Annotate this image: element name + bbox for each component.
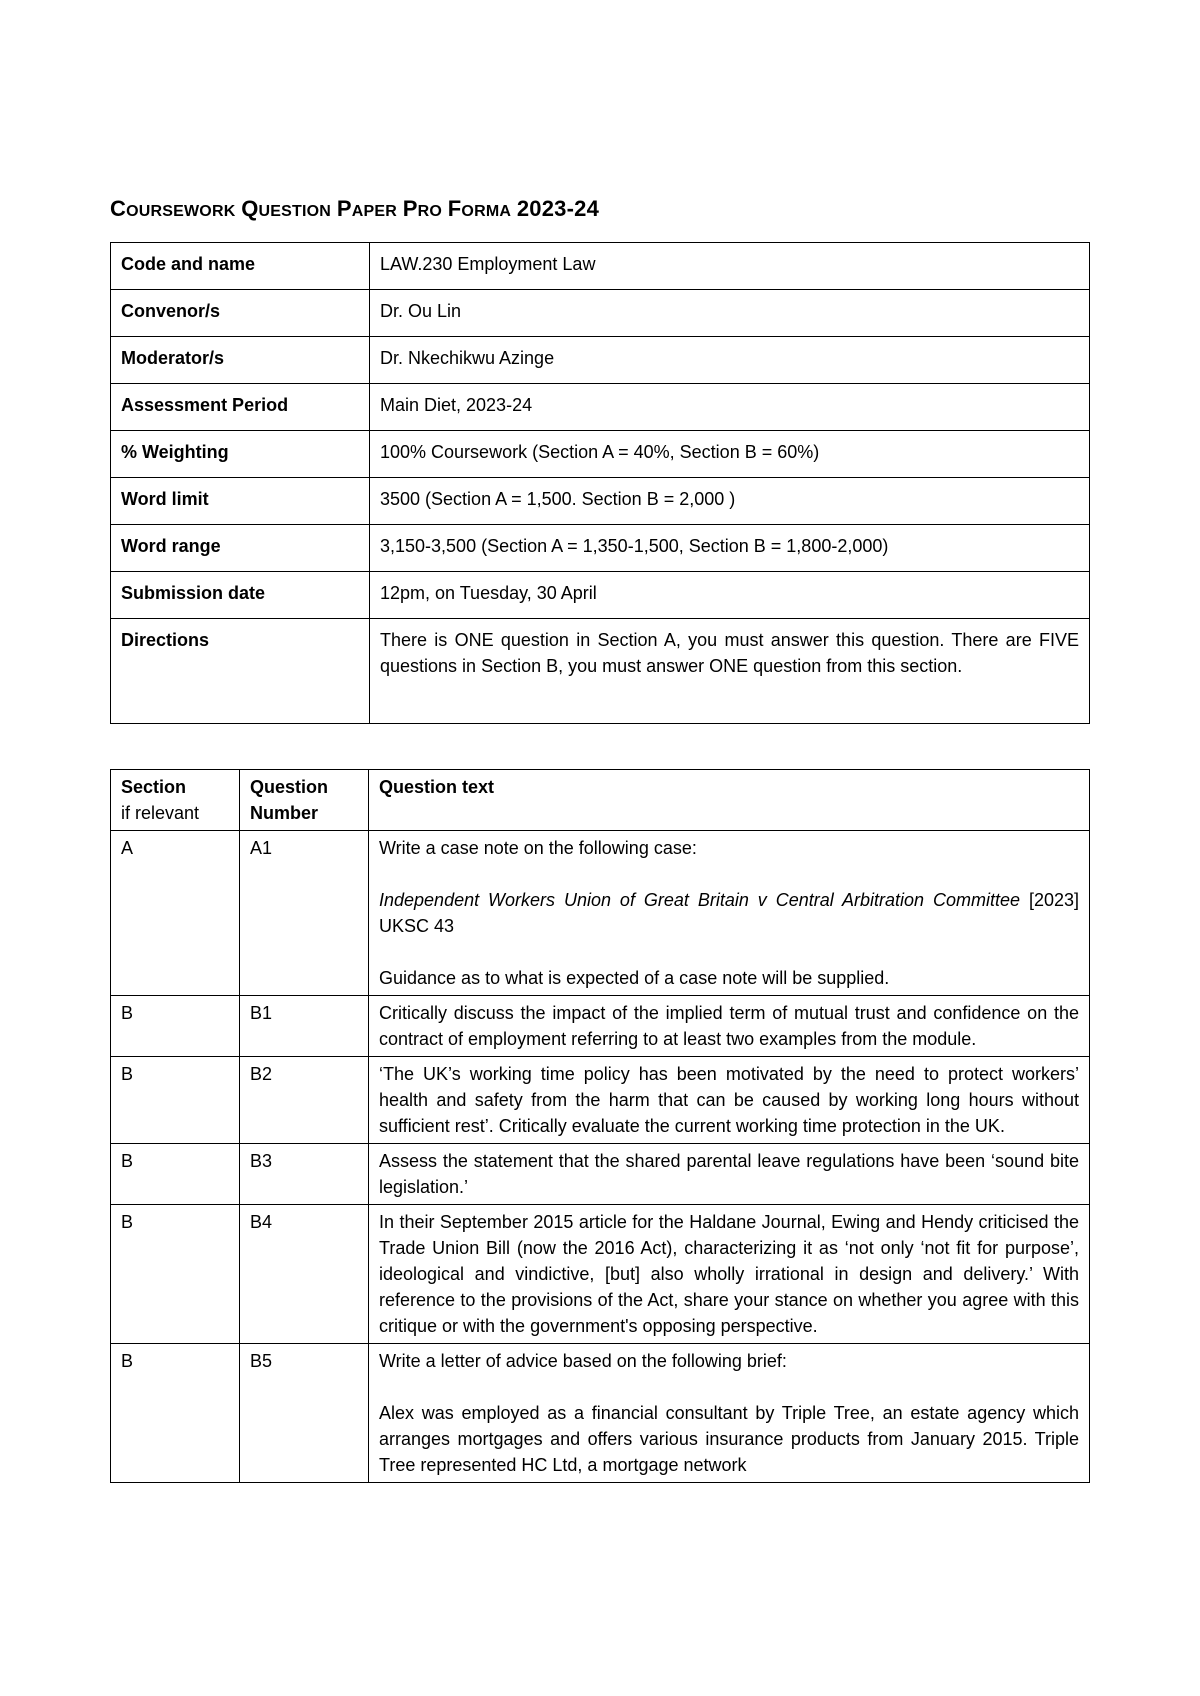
info-label: Moderator/s bbox=[111, 337, 370, 384]
info-label: Convenor/s bbox=[111, 290, 370, 337]
question-section: B bbox=[111, 996, 240, 1057]
info-value: Main Diet, 2023-24 bbox=[370, 384, 1090, 431]
info-row-convenor bbox=[111, 290, 1090, 337]
module-info-table bbox=[110, 242, 1090, 724]
info-label: Assessment Period bbox=[111, 384, 370, 431]
question-section: B bbox=[111, 1057, 240, 1144]
page-title: COURSEWORK QUESTION PAPER PRO FORMA 2023-24 bbox=[110, 196, 600, 221]
question-text: Critically discuss the impact of the implied term of mutual trust and confidence on the contract of employment referring to at least two examples from the module. bbox=[369, 996, 1090, 1057]
info-row-weighting bbox=[111, 431, 1090, 478]
header-question-text: Question text bbox=[369, 770, 1090, 831]
info-row-code bbox=[111, 243, 1090, 290]
question-section: B bbox=[111, 1144, 240, 1205]
header-question-number: Question Number bbox=[240, 770, 369, 831]
info-row-directions bbox=[111, 619, 1090, 724]
table-row bbox=[111, 1057, 1090, 1144]
info-row-period bbox=[111, 384, 1090, 431]
info-value: 3,150-3,500 (Section A = 1,350-1,500, Section B = 1,800-2,000) bbox=[370, 525, 1090, 572]
info-value: Dr. Nkechikwu Azinge bbox=[370, 337, 1090, 384]
question-number: B1 bbox=[240, 996, 369, 1057]
info-value: There is ONE question in Section A, you must answer this question. There are FIVE questions in Section B, you must answer ONE question from this section. bbox=[370, 619, 1090, 724]
table-row bbox=[111, 1205, 1090, 1344]
question-number: B3 bbox=[240, 1144, 369, 1205]
question-section: B bbox=[111, 1205, 240, 1344]
info-row-word-limit bbox=[111, 478, 1090, 525]
info-label: % Weighting bbox=[111, 431, 370, 478]
info-value: 100% Coursework (Section A = 40%, Section B = 60%) bbox=[370, 431, 1090, 478]
question-text: Write a letter of advice based on the following brief: Alex was employed as a financial consultant by Triple Tree, an estate agency which arranges mortgages and offers various insurance products from January 2015. Triple Tree represented HC Ltd, a mortgage network bbox=[369, 1344, 1090, 1483]
info-value: 3500 (Section A = 1,500. Section B = 2,000 ) bbox=[370, 478, 1090, 525]
info-value: 12pm, on Tuesday, 30 April bbox=[370, 572, 1090, 619]
question-number: B5 bbox=[240, 1344, 369, 1483]
info-value: LAW.230 Employment Law bbox=[370, 243, 1090, 290]
table-row bbox=[111, 1144, 1090, 1205]
question-number: B4 bbox=[240, 1205, 369, 1344]
questions-header-row bbox=[111, 770, 1090, 831]
header-section: Section if relevant bbox=[111, 770, 240, 831]
question-section: B bbox=[111, 1344, 240, 1483]
table-row bbox=[111, 1344, 1090, 1483]
info-row-moderator bbox=[111, 337, 1090, 384]
question-text: In their September 2015 article for the Haldane Journal, Ewing and Hendy criticised the Trade Union Bill (now the 2016 Act), characterizing it as ‘not only ‘not fit for purpose’, ideological and vindictive, [but] also wholly irrational in design and delivery.’ With reference to the provisions of the Act, share your stance on whether you agree with this critique or with the government's opposing perspective. bbox=[369, 1205, 1090, 1344]
question-text: Assess the statement that the shared parental leave regulations have been ‘sound bite legislation.’ bbox=[369, 1144, 1090, 1205]
question-number: B2 bbox=[240, 1057, 369, 1144]
question-text: Write a case note on the following case: Independent Workers Union of Great Britain v Central Arbitration Committee [2023] UKSC 43 Guidance as to what is expected of a case note will be supplied. bbox=[369, 831, 1090, 996]
info-row-submission-date bbox=[111, 572, 1090, 619]
info-value: Dr. Ou Lin bbox=[370, 290, 1090, 337]
info-label: Word limit bbox=[111, 478, 370, 525]
info-label: Word range bbox=[111, 525, 370, 572]
info-row-word-range bbox=[111, 525, 1090, 572]
table-row bbox=[111, 996, 1090, 1057]
question-section: A bbox=[111, 831, 240, 996]
case-name: Independent Workers Union of Great Britain v Central Arbitration Committee bbox=[379, 890, 1020, 910]
question-number: A1 bbox=[240, 831, 369, 996]
info-label: Code and name bbox=[111, 243, 370, 290]
info-label: Directions bbox=[111, 619, 370, 724]
question-text: ‘The UK’s working time policy has been motivated by the need to protect workers’ health and safety from the harm that can be caused by working long hours without sufficient rest’. Critically evaluate the current working time protection in the UK. bbox=[369, 1057, 1090, 1144]
info-label: Submission date bbox=[111, 572, 370, 619]
questions-table bbox=[110, 769, 1090, 1483]
table-row bbox=[111, 831, 1090, 996]
